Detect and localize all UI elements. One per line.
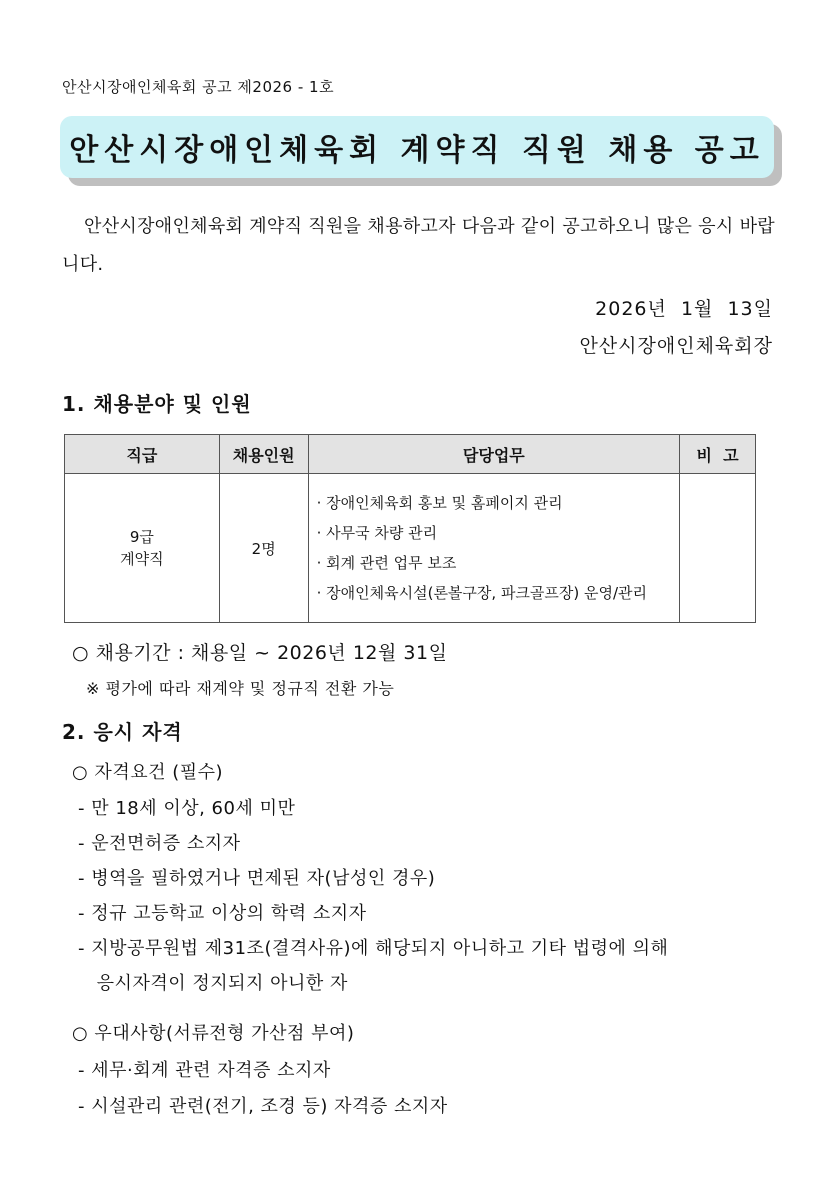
requirement-item-continued: 응시자격이 정지되지 아니한 자 [78, 973, 348, 994]
period-note: ※ 평가에 따라 재계약 및 정규직 전환 가능 [86, 679, 395, 698]
column-header-headcount: 채용인원 [219, 435, 308, 474]
column-header-duties: 담당업무 [308, 435, 679, 474]
preferences-heading: ○ 우대사항(서류전형 가산점 부여) [72, 1023, 355, 1044]
section-2-heading: 2. 응시 자격 [62, 720, 183, 744]
requirement-item: - 지방공무원법 제31조(결격사유)에 해당되지 아니하고 기타 법령에 의해 [78, 938, 669, 959]
requirement-item: - 운전면허증 소지자 [78, 833, 241, 854]
requirement-item: - 만 18세 이상, 60세 미만 [78, 798, 296, 819]
employment-period: ○ 채용기간 : 채용일 ~ 2026년 12월 31일 [72, 642, 448, 664]
duty-item: · 장애인체육시설(론볼구장, 파크골프장) 운영/관리 [316, 584, 648, 602]
recruitment-table [64, 434, 756, 623]
grade-type: 계약직 [120, 550, 164, 568]
column-header-remarks: 비 고 [680, 435, 756, 474]
duty-item: · 회계 관련 업무 보조 [316, 554, 457, 572]
organization-head: 안산시장애인체육회장 [579, 335, 773, 357]
requirement-item: - 정규 고등학교 이상의 학력 소지자 [78, 903, 367, 924]
requirement-item: - 병역을 필하였거나 면제된 자(남성인 경우) [78, 868, 436, 889]
page-title: 안산시장애인체육회 계약직 직원 채용 공고 [60, 116, 774, 178]
column-header-grade: 직급 [65, 435, 220, 474]
requirements-heading: ○ 자격요건 (필수) [72, 762, 224, 783]
duty-item: · 사무국 차량 관리 [316, 524, 438, 542]
intro-paragraph: 안산시장애인체육회 계약직 직원을 채용하고자 다음과 같이 공고하오니 많은 응시 바랍니다. [62, 216, 775, 275]
duty-item: · 장애인체육회 홍보 및 홈페이지 관리 [316, 494, 563, 512]
table-header-row [65, 435, 756, 474]
cell-headcount: 2명 [219, 474, 308, 623]
preference-item: - 세무·회계 관련 자격증 소지자 [78, 1060, 331, 1081]
section-1-heading: 1. 채용분야 및 인원 [62, 392, 252, 416]
table-row [65, 474, 756, 623]
grade-level: 9급 [129, 528, 154, 546]
announcement-date: 2026년 1월 13일 [595, 298, 773, 320]
cell-grade [65, 474, 220, 623]
cell-duties [308, 474, 679, 623]
preference-item: - 시설관리 관련(전기, 조경 등) 자격증 소지자 [78, 1096, 448, 1117]
notice-number: 안산시장애인체육회 공고 제2026 - 1호 [62, 78, 335, 96]
cell-remarks [680, 474, 756, 623]
